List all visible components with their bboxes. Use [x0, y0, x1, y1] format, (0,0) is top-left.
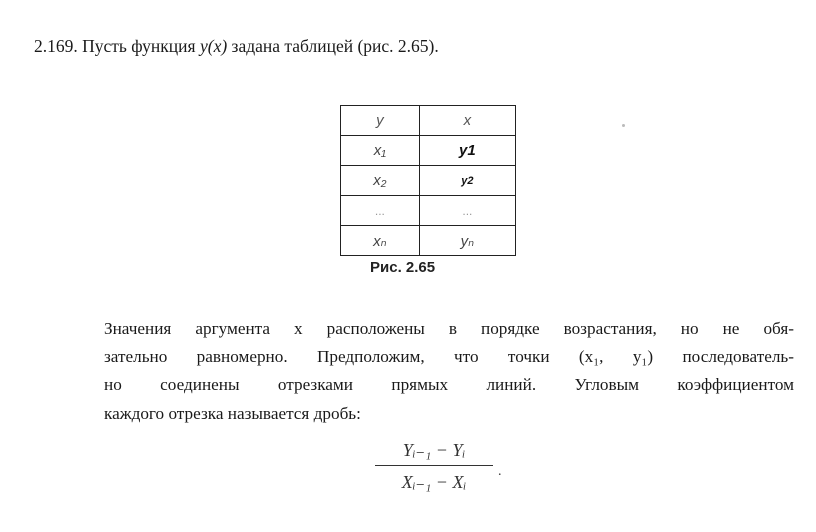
problem-statement: [34, 36, 439, 57]
paragraph-line: каждого отрезка называется дробь:: [104, 403, 361, 423]
table-header-cell: y: [341, 106, 420, 136]
table-cell: yₙ: [419, 226, 515, 256]
figure-caption: Рис. 2.65: [370, 259, 436, 276]
formula-numerator: Yᵢ₋₁ − Yᵢ: [402, 440, 466, 460]
table-row: [341, 166, 516, 196]
scan-speck: [622, 124, 625, 127]
problem-number: 2.169.: [34, 36, 78, 56]
table-cell: x₂: [341, 166, 420, 196]
table-header-cell: x: [419, 106, 515, 136]
problem-function: y(x): [199, 36, 228, 56]
paragraph-line: зательно равномерно. Предположим, что точки (x₁, y₁) последователь-: [104, 347, 794, 367]
table-header-row: [341, 106, 516, 136]
paragraph-line: но соединены отрезками прямых линий. Угловым коэффициентом: [104, 375, 794, 395]
paragraph-line: Значения аргумента x расположены в порядке возрастания, но не обя-: [104, 319, 794, 338]
table-cell: ...: [419, 196, 515, 226]
table-cell: xₙ: [341, 226, 420, 256]
table-cell: ...: [341, 196, 420, 226]
problem-text-before: Пусть функция: [82, 36, 196, 56]
table-row: [341, 136, 516, 166]
table-row: [341, 226, 516, 256]
formula-end: .: [498, 464, 502, 479]
body-paragraph: [104, 315, 794, 428]
formula-denominator: Xᵢ₋₁ − Xᵢ: [401, 472, 467, 492]
table-row: [341, 196, 516, 226]
table-cell: y2: [419, 166, 515, 196]
figure-table: [340, 105, 516, 256]
table-cell: y1: [419, 136, 515, 166]
problem-text-after: задана таблицей (рис. 2.65).: [231, 36, 439, 56]
slope-formula: [375, 440, 502, 493]
table-cell: x₁: [341, 136, 420, 166]
